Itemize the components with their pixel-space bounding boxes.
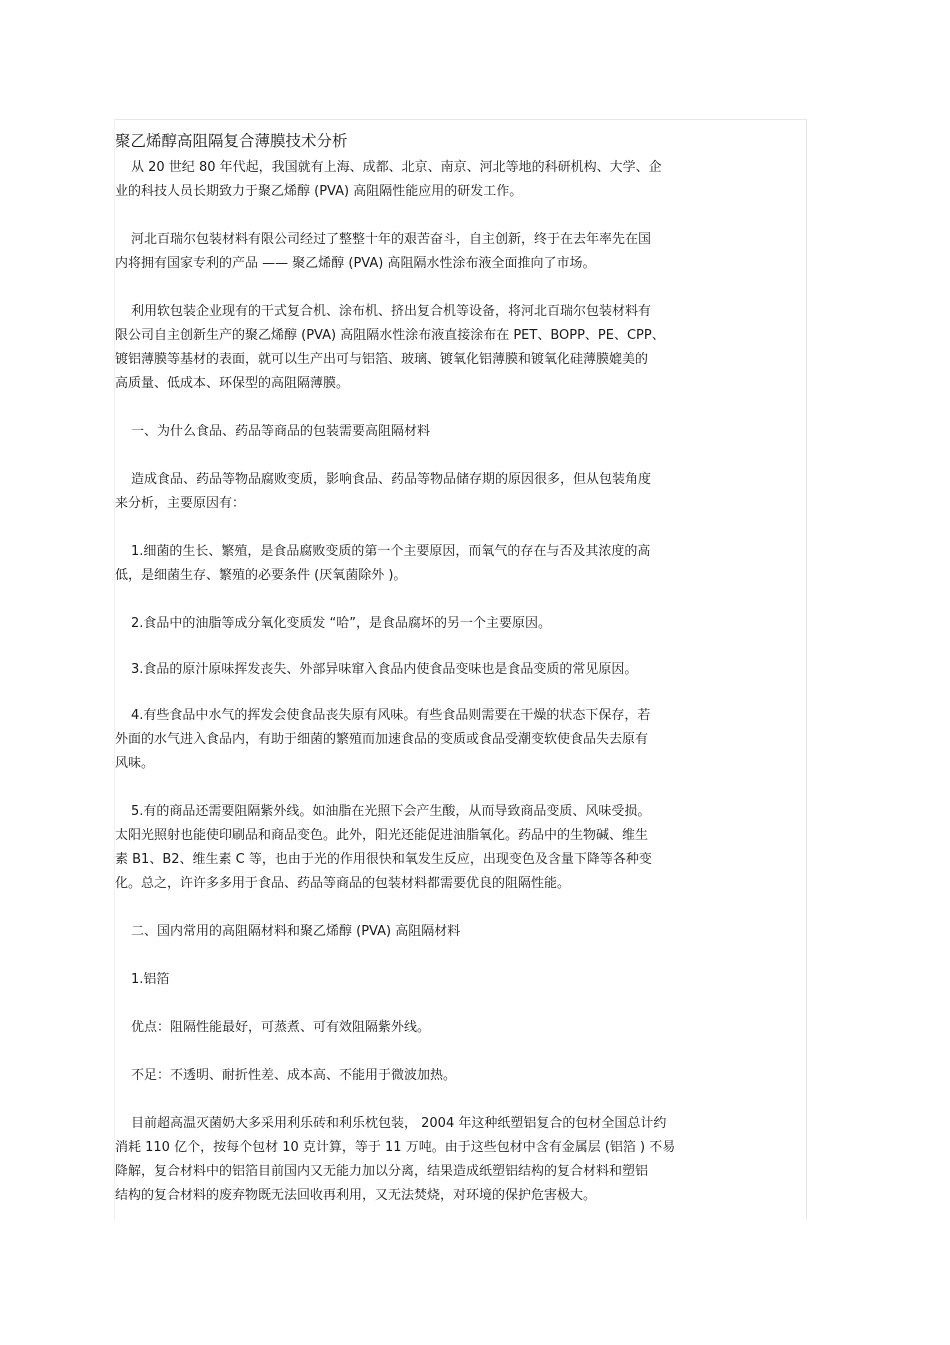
text-line: 5.有的商品还需要阻隔紫外线。如油脂在光照下会产生酸，从而导致商品变质、风味受损。	[131, 804, 651, 819]
text-line: 消耗 110 亿个，按每个包材 10 克计算，等于 11 万吨。由于这些包材中含有金属层 (铝箔 ) 不易	[115, 1140, 676, 1155]
text-line: 4.有些食品中水气的挥发会使食品丧失原有风味。有些食品则需要在干燥的状态下保存，若	[131, 708, 651, 723]
reason-2	[115, 612, 805, 636]
section-heading-2	[115, 920, 805, 944]
text-line: 造成食品、药品等物品腐败变质，影响食品、药品等物品储存期的原因很多，但从包装角度	[131, 472, 652, 487]
text-line: 一、为什么食品、药品等商品的包装需要高阻隔材料	[131, 424, 431, 439]
paragraph-intro	[115, 156, 805, 204]
text-line: 限公司自主创新生产的聚乙烯醇 (PVA) 高阻隔水性涂布液直接涂布在 PET、BOPP、PE、CPP、	[115, 328, 665, 343]
text-line: 低，是细菌生存、繁殖的必要条件 (厌氧菌除外 )。	[115, 568, 407, 583]
subheading-aluminum-foil	[115, 968, 805, 992]
text-line: 内将拥有国家专利的产品 —— 聚乙烯醇 (PVA) 高阻隔水性涂布液全面推向了市场。	[115, 256, 596, 271]
text-line: 利用软包装企业现有的干式复合机、涂布机、挤出复合机等设备，将河北百瑞尔包装材料有	[131, 304, 652, 319]
reason-5	[115, 800, 805, 896]
text-line: 1.铝箔	[131, 972, 170, 987]
text-line: 业的科技人员长期致力于聚乙烯醇 (PVA) 高阻隔性能应用的研发工作。	[115, 184, 523, 199]
text-line: 来分析，主要原因有：	[115, 496, 246, 511]
text-line: 优点：阻隔性能最好，可蒸煮、可有效阻隔紫外线。	[131, 1020, 431, 1035]
text-line: 高质量、低成本、环保型的高阻隔薄膜。	[115, 376, 350, 391]
reason-4	[115, 704, 805, 776]
reason-1	[115, 540, 805, 588]
text-line: 降解，复合材料中的铝箔目前国内又无能力加以分离，结果造成纸塑铝结构的复合材料和塑铝	[115, 1164, 649, 1179]
text-line: 目前超高温灭菌奶大多采用利乐砖和利乐枕包装， 2004 年这种纸塑铝复合的包材全国总计约	[131, 1116, 667, 1131]
text-line: 外面的水气进入食品内，有助于细菌的繁殖而加速食品的变质或食品受潮变软使食品失去原有	[115, 732, 649, 747]
document-body	[115, 130, 805, 1208]
text-line: 河北百瑞尔包装材料有限公司经过了整整十年的艰苦奋斗，自主创新，终于在去年率先在国	[131, 232, 652, 247]
text-line: 二、国内常用的高阻隔材料和聚乙烯醇 (PVA) 高阻隔材料	[131, 924, 461, 939]
paragraph-application	[115, 300, 805, 396]
text-line: 3.食品的原汁原味挥发丧失、外部异味窜入食品内使食品变味也是食品变质的常见原因。	[131, 662, 638, 677]
text-line: 风味。	[115, 756, 155, 771]
pros	[115, 1016, 805, 1040]
paragraph-company	[115, 228, 805, 276]
text-line: 1.细菌的生长、繁殖，是食品腐败变质的第一个主要原因，而氧气的存在与否及其浓度的高	[131, 544, 651, 559]
document-title: 聚乙烯醇高阻隔复合薄膜技术分析	[115, 132, 348, 150]
reason-3	[115, 658, 805, 682]
text-line: 太阳光照射也能使印刷品和商品变色。此外，阳光还能促进油脂氧化。药品中的生物碱、维生	[115, 828, 649, 843]
section-heading-1	[115, 420, 805, 444]
cons	[115, 1064, 805, 1088]
text-line: 结构的复合材料的废弃物既无法回收再利用，又无法焚烧，对环境的保护危害极大。	[115, 1188, 597, 1203]
text-line: 素 B1、B2、维生素 C 等，也由于光的作用很快和氧发生反应，出现变色及含量下降等各种变	[115, 852, 652, 867]
text-line: 化。总之，许许多多用于食品、药品等商品的包装材料都需要优良的阻隔性能。	[115, 876, 571, 891]
text-line: 从 20 世纪 80 年代起，我国就有上海、成都、北京、南京、河北等地的科研机构、大学、企	[131, 160, 662, 175]
text-line: 不足：不透明、耐折性差、成本高、不能用于微波加热。	[131, 1068, 457, 1083]
text-line: 2.食品中的油脂等成分氧化变质发 “哈”，是食品腐坏的另一个主要原因。	[131, 616, 552, 631]
paragraph-tetra-pak	[115, 1112, 805, 1208]
text-line: 镀铝薄膜等基材的表面，就可以生产出可与铝箔、玻璃、镀氧化铝薄膜和镀氧化硅薄膜媲美的	[115, 352, 649, 367]
paragraph-causes	[115, 468, 805, 516]
